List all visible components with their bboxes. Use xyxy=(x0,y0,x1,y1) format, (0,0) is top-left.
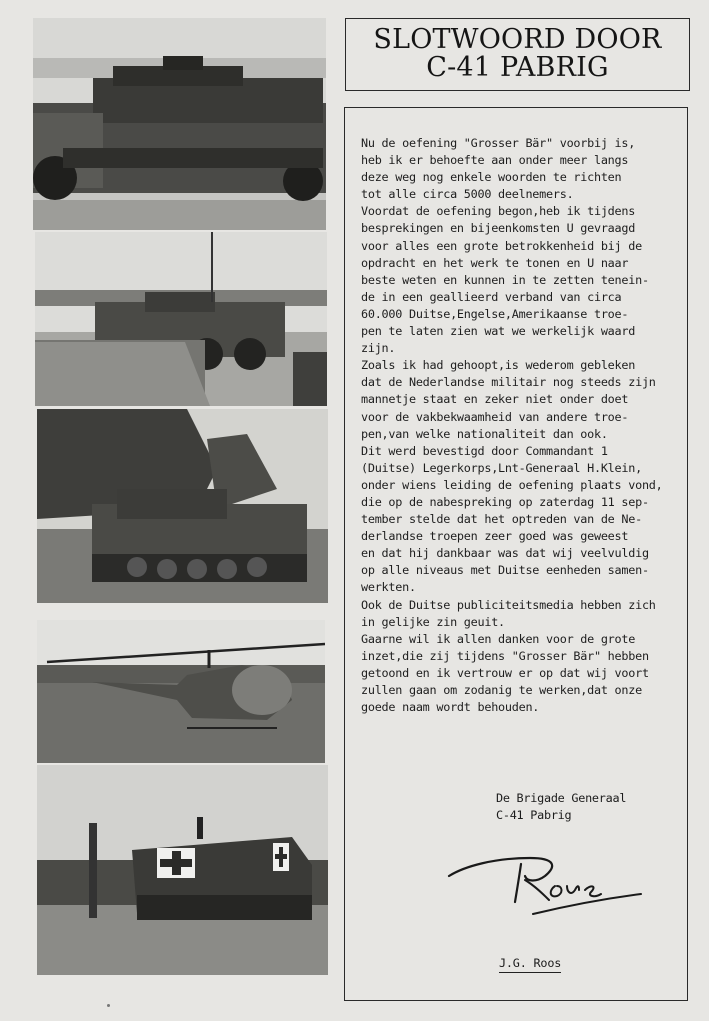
title-line-1: SLOTWOORD DOOR xyxy=(373,24,662,55)
signer-name: J.G. Roos xyxy=(499,956,561,973)
signoff-unit: C-41 Pabrig xyxy=(496,808,572,822)
armoured-vehicles-image xyxy=(35,232,327,406)
letter-paragraph: Gaarne wil ik allen danken voor de grote inzet,die zij tijdens "Grosser Bär" hebben getoond en ik vertrouw er op dat wij voort zullen gaan om zodanig te werken,dat onze goede naam wordt behouden. xyxy=(361,631,649,715)
letter-box xyxy=(344,107,688,1001)
signoff-rank: De Brigade Generaal xyxy=(496,791,627,805)
photo-tracked-vehicle xyxy=(37,409,328,603)
letter-paragraph: Nu de oefening "Grosser Bär" voorbij is, heb ik er behoefte aan onder meer langs deze weg nog enkele woorden te richten tot alle circa 5000 deelnemers. xyxy=(361,136,636,202)
letter-paragraph: Voordat de oefening begon,heb ik tijdens besprekingen en bijeenkomsten U gevraagd voor alles een grote betrokkenheid bij de opdracht en het werk te tonen en U naar beste weten en kunnen in te zetten tenein- de in een geallieerd verband van circa 60.000 Duitse,Engelse,Amerikaanse troe- pen te laten zien wat we werkelijk waard zijn. xyxy=(361,204,649,356)
letter-paragraph: Ook de Duitse publiciteitsmedia hebben zich in gelijke zin geuit. xyxy=(361,597,656,629)
letter-paragraph: Zoals ik had gehoopt,is wederom gebleken dat de Nederlandse militair nog steeds zijn mannetje staat en zeker niet onder doet voor de vakbekwaamheid van andere troe- pen,van welke nationaliteit dan ook. xyxy=(361,358,656,441)
speck xyxy=(107,1004,110,1007)
signoff xyxy=(496,790,626,824)
photo-armoured-vehicles xyxy=(35,232,327,406)
tank-transporter-image xyxy=(33,18,326,230)
photo-ambulance-vehicle xyxy=(37,765,328,975)
letter-body xyxy=(361,135,683,716)
ambulance-vehicle-image xyxy=(37,765,328,975)
title-box xyxy=(345,18,690,91)
helicopter-image xyxy=(37,620,325,763)
title-line-2: C-41 PABRIG xyxy=(426,52,609,83)
handwritten-signature xyxy=(445,846,645,918)
photo-helicopter xyxy=(37,620,325,763)
letter-paragraph: Dit werd bevestigd door Commandant 1 (Duitse) Legerkorps,Lnt-Generaal H.Klein, onder wiens leiding de oefening plaats vond, die op de nabespreking op zaterdag 11 sep- tember stelde dat het optreden van de Ne- derlandse troepen zeer goed was geweest en dat hij dankbaar was dat wij veelvuldig op alle niveaus met Duitse eenheden samen- werkten. xyxy=(361,443,663,595)
tracked-vehicle-image xyxy=(37,409,328,603)
photo-tank-transporter xyxy=(33,18,326,230)
